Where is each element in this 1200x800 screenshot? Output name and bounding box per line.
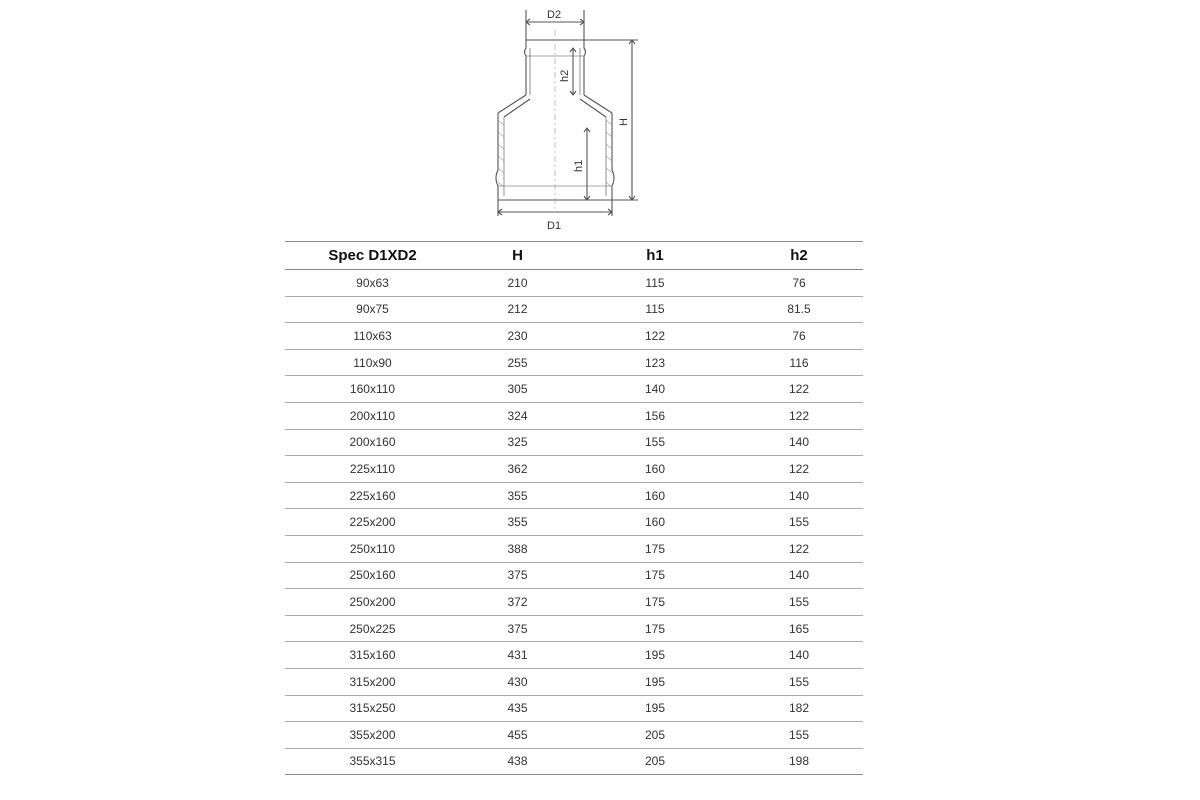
h1-cell: 195 [575,668,735,695]
table-row [285,589,863,616]
h2-cell: 122 [735,535,863,562]
h-cell: 388 [460,535,575,562]
h2-cell: 182 [735,695,863,722]
table-row [285,323,863,350]
d1-label: D1 [547,220,562,232]
h2-cell: 140 [735,642,863,669]
h1-cell: 205 [575,748,735,775]
table-row [285,509,863,536]
table-row [285,695,863,722]
h1-cell: 175 [575,615,735,642]
spec-cell: 250x160 [285,562,460,589]
spec-cell: 315x200 [285,668,460,695]
h-cell: 212 [460,296,575,323]
table-row [285,376,863,403]
table-row [285,296,863,323]
h2-cell: 122 [735,376,863,403]
h-cell: 435 [460,695,575,722]
table-row [285,429,863,456]
table-row [285,615,863,642]
table-body [285,270,863,775]
h-label: H [618,118,630,126]
h-cell: 305 [460,376,575,403]
spec-cell: 225x160 [285,482,460,509]
h2-cell: 81.5 [735,296,863,323]
h1-cell: 122 [575,323,735,350]
h1-cell: 195 [575,695,735,722]
d2-label: D2 [547,9,562,21]
table-row [285,642,863,669]
spec-table [285,241,863,775]
header-h: H [460,242,575,270]
h2-label: h2 [559,69,571,82]
spec-cell: 160x110 [285,376,460,403]
h-cell: 355 [460,482,575,509]
spec-cell: 110x63 [285,323,460,350]
h1-cell: 175 [575,562,735,589]
spec-cell: 90x75 [285,296,460,323]
h2-cell: 155 [735,589,863,616]
spec-cell: 250x225 [285,615,460,642]
h-cell: 430 [460,668,575,695]
h-cell: 431 [460,642,575,669]
header-h1: h1 [575,242,735,270]
spec-cell: 250x200 [285,589,460,616]
h2-cell: 140 [735,429,863,456]
h1-cell: 205 [575,722,735,749]
spec-cell: 225x200 [285,509,460,536]
spec-cell: 315x250 [285,695,460,722]
h-cell: 362 [460,456,575,483]
table-row [285,482,863,509]
h1-cell: 175 [575,535,735,562]
reducer-technical-drawing [470,0,660,236]
h2-cell: 140 [735,562,863,589]
table-row [285,349,863,376]
table-row [285,562,863,589]
spec-cell: 355x315 [285,748,460,775]
h1-cell: 156 [575,402,735,429]
table-row [285,456,863,483]
h-cell: 255 [460,349,575,376]
spec-cell: 315x160 [285,642,460,669]
h-cell: 230 [460,323,575,350]
table-row [285,402,863,429]
h2-cell: 198 [735,748,863,775]
h1-cell: 140 [575,376,735,403]
h-cell: 324 [460,402,575,429]
spec-cell: 200x110 [285,402,460,429]
h-cell: 325 [460,429,575,456]
spec-cell: 250x110 [285,535,460,562]
spec-cell: 200x160 [285,429,460,456]
h-cell: 355 [460,509,575,536]
h2-cell: 122 [735,456,863,483]
table-row [285,535,863,562]
table-row [285,722,863,749]
table-row [285,748,863,775]
table-row [285,270,863,297]
h-cell: 210 [460,270,575,297]
h2-cell: 122 [735,402,863,429]
h2-cell: 155 [735,722,863,749]
h-cell: 375 [460,562,575,589]
h1-cell: 160 [575,482,735,509]
h1-cell: 195 [575,642,735,669]
h1-cell: 175 [575,589,735,616]
spec-cell: 225x110 [285,456,460,483]
h2-cell: 76 [735,270,863,297]
h1-cell: 155 [575,429,735,456]
table-row [285,668,863,695]
h-cell: 438 [460,748,575,775]
table-header-row [285,242,863,270]
h2-cell: 155 [735,509,863,536]
spec-cell: 355x200 [285,722,460,749]
h1-cell: 115 [575,296,735,323]
h2-cell: 76 [735,323,863,350]
header-spec: Spec D1XD2 [285,242,460,270]
header-h2: h2 [735,242,863,270]
h-cell: 375 [460,615,575,642]
h1-cell: 115 [575,270,735,297]
h1-cell: 123 [575,349,735,376]
spec-cell: 110x90 [285,349,460,376]
h2-cell: 165 [735,615,863,642]
h-cell: 372 [460,589,575,616]
h1-label: h1 [573,159,585,172]
h2-cell: 140 [735,482,863,509]
h-cell: 455 [460,722,575,749]
h2-cell: 155 [735,668,863,695]
h2-cell: 116 [735,349,863,376]
h1-cell: 160 [575,456,735,483]
spec-cell: 90x63 [285,270,460,297]
h1-cell: 160 [575,509,735,536]
